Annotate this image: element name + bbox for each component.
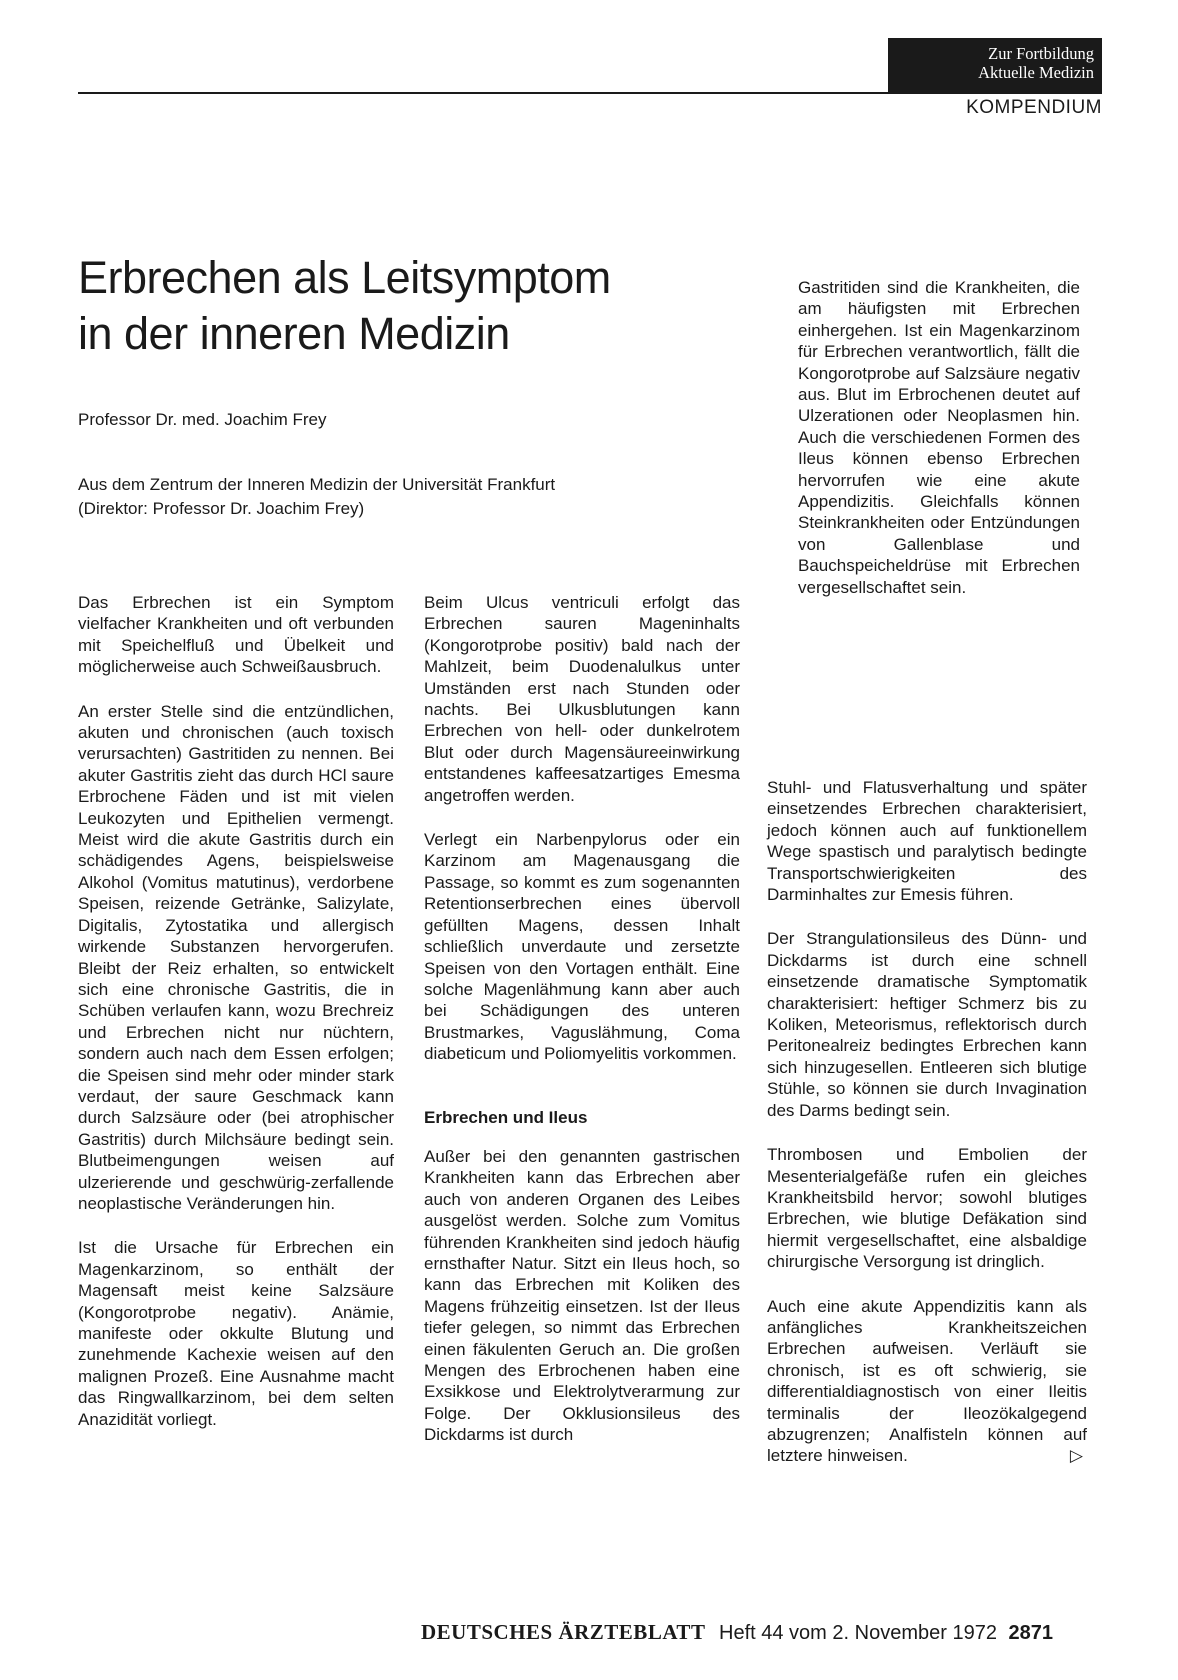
section-label: KOMPENDIUM — [966, 97, 1102, 118]
affiliation-line-1: Aus dem Zentrum der Inneren Medizin der Universität Frankfurt — [78, 475, 556, 494]
paragraph: Ist die Ursache für Erbrechen ein Magenkarzinom, so enthält der Magensaft meist keine Salzsäure (Kongorotprobe negativ). Anämie, manifeste oder okkulte Blutung und zunehmende Kachexie weisen auf den malignen Prozeß. Eine Ausnahme macht das Ringwallkarzinom, bei dem selten Anazidität vorliegt. — [78, 1238, 394, 1429]
summary-column — [798, 277, 1080, 621]
paragraph: Der Strangulationsileus des Dünn- und Dickdarms ist durch eine schnell einsetzende dramatische Symptomatik charakterisiert: heftiger Schmerz bis zu Koliken, Meteorismus, reflektorisch durch Peritonealreiz bedingtes Erbrechen kann sich hinzugesellen. Entleeren sich blutige Stühle, so können sie durch Invagination des Darms bedingt sein. — [767, 929, 1087, 1120]
summary-paragraph: Gastritiden sind die Krankheiten, die am häufigsten mit Erbrechen einhergehen. Ist ein Magenkarzinom für Erbrechen verantwortlich, fällt die Kongorotprobe auf Salzsäure negativ aus. Blut im Erbrochenen deutet auf Ulzerationen oder Neoplasmen hin. Auch die verschiedenen Formen des Ileus können ebenso Erbrechen hervorrufen wie eine akute Appendizitis. Gleichfalls können Steinkrankheiten oder Entzündungen von Gallenblase und Bauchspeicheldrüse mit Erbrechen vergesellschaftet sein. — [798, 278, 1080, 597]
text-column-3 — [767, 777, 1087, 1490]
article-title — [78, 250, 778, 362]
title-line-1: Erbrechen als Leitsymptom — [78, 252, 611, 303]
paragraph: Außer bei den genannten gastrischen Krankheiten kann das Erbrechen aber auch von anderen Organen des Leibes ausgelöst werden. Solche zum Vomitus führenden Krankheiten sind jedoch häufig ernsthafter Natur. Sitzt ein Ileus hoch, so kann das Erbrechen mit Koliken des Magens frühzeitig einsetzen. Ist der Ileus tiefer gelegen, so nimmt das Erbrechen einen fäkulenten Geruch an. Die großen Mengen des Erbrochenen haben eine Exsikkose und Elektrolytverarmung zur Folge. Der Okklusionsileus des Dickdarms ist durch — [424, 1146, 740, 1445]
paragraph: Beim Ulcus ventriculi erfolgt das Erbrechen sauren Mageninhalts (Kongorotprobe positiv) bald nach der Mahlzeit, beim Duodenalulkus unter Umständen erst nach Stunden oder nachts. Bei Ulkusblutungen kann Erbrechen von hell- oder dunkelrotem Blut oder durch Magensäureeinwirkung entstandenes kaffeesatzartiges Emesma angetroffen werden. — [424, 593, 740, 805]
text-column-2 — [424, 592, 740, 1469]
paragraph: Verlegt ein Narbenpylorus oder ein Karzinom am Magenausgang die Passage, so kommt es zum sogenannten Retentionserbrechen eines übervoll gefüllten Magens, dessen Inhalt schließlich unverdaute und zersetzte Speisen von den Vortagen enthält. Eine solche Magenlähmung kann aber auch bei Schädigungen des unteren Brustmarkes, Vaguslähmung, Coma diabeticum und Poliomyelitis vorkommen. — [424, 830, 740, 1064]
paragraph: Thrombosen und Embolien der Mesenterialgefäße rufen ein gleiches Krankheitsbild hervor; sowohl blutiges Erbrechen, wie blutige Defäkation sind hiermit vergesellschaftet, eine alsbaldige chirurgische Versorgung ist dringlich. — [767, 1145, 1087, 1272]
title-line-2: in der inneren Medizin — [78, 308, 510, 359]
badge-line-1: Zur Fortbildung — [988, 44, 1094, 63]
journal-name: DEUTSCHES ÄRZTEBLATT — [421, 1620, 706, 1644]
author: Professor Dr. med. Joachim Frey — [78, 410, 327, 429]
badge-line-2: Aktuelle Medizin — [978, 63, 1094, 82]
section-heading: Erbrechen und Ileus — [424, 1107, 588, 1127]
paragraph: Das Erbrechen ist ein Symptom vielfacher Krankheiten und oft verbunden mit Speichelfluß und Übelkeit und möglicherweise auch Schweißausbruch. — [78, 593, 394, 677]
paragraph: An erster Stelle sind die entzündlichen, akuten und chronischen (auch toxisch verursachten) Gastritiden zu nennen. Bei akuter Gastritis zieht das durch HCl saure Erbrochene Fäden und ist mit vielen Leukozyten und Epithelien vermengt. Meist wird die akute Gastritis durch ein schädigendes Agens, beispielsweise Alkohol (Vomitus matutinus), verdorbene Speisen, reizende Getränke, Salizylate, Digitalis, Zytostatika und allergisch wirkende Substanzen hervorgerufen. Bleibt der Reiz erhalten, so entwickelt sich eine chronische Gastritis, die in Schüben verlaufen kann, wozu Brechreiz und Erbrechen nicht nur nüchtern, sondern auch nach dem Essen erfolgen; die Speisen sind mehr oder minder stark verdaut, der saure Geschmack kann durch Salzsäure oder (bei atrophischer Gastritis) durch Milchsäure bedingt sein. Blutbeimengungen weisen auf ulzerierende und geschwürig-zerfallende neoplastische Veränderungen hin. — [78, 701, 394, 1213]
paragraph-text: Auch eine akute Appendizitis kann als anfängliches Krankheitszeichen Erbrechen aufweisen. Verläuft sie chronisch, ist es oft schwierig, sie differentialdiagnostisch von einer Ileitis terminalis der Ileozökalgegend abzugrenzen; Analfisteln können auf letztere hinweisen. — [767, 1296, 1087, 1466]
paragraph — [767, 1296, 1087, 1467]
affiliation — [78, 473, 555, 521]
affiliation-line-2: (Direktor: Professor Dr. Joachim Frey) — [78, 499, 365, 518]
paragraph: Stuhl- und Flatusverhaltung und später einsetzendes Erbrechen charakterisiert, jedoch können auch auf funktionellem Wege spastisch und paralytisch bedingte Transportschwierigkeiten des Darminhaltes zur Emesis führen. — [767, 778, 1087, 905]
continue-arrow-icon: ▷ — [1069, 1446, 1083, 1466]
header-rule — [78, 92, 1102, 94]
page-number: 2871 — [1008, 1622, 1053, 1644]
text-column-1 — [78, 592, 394, 1453]
page-footer — [421, 1620, 1053, 1645]
section-badge — [888, 38, 1102, 92]
issue-info: Heft 44 vom 2. November 1972 — [719, 1622, 997, 1644]
